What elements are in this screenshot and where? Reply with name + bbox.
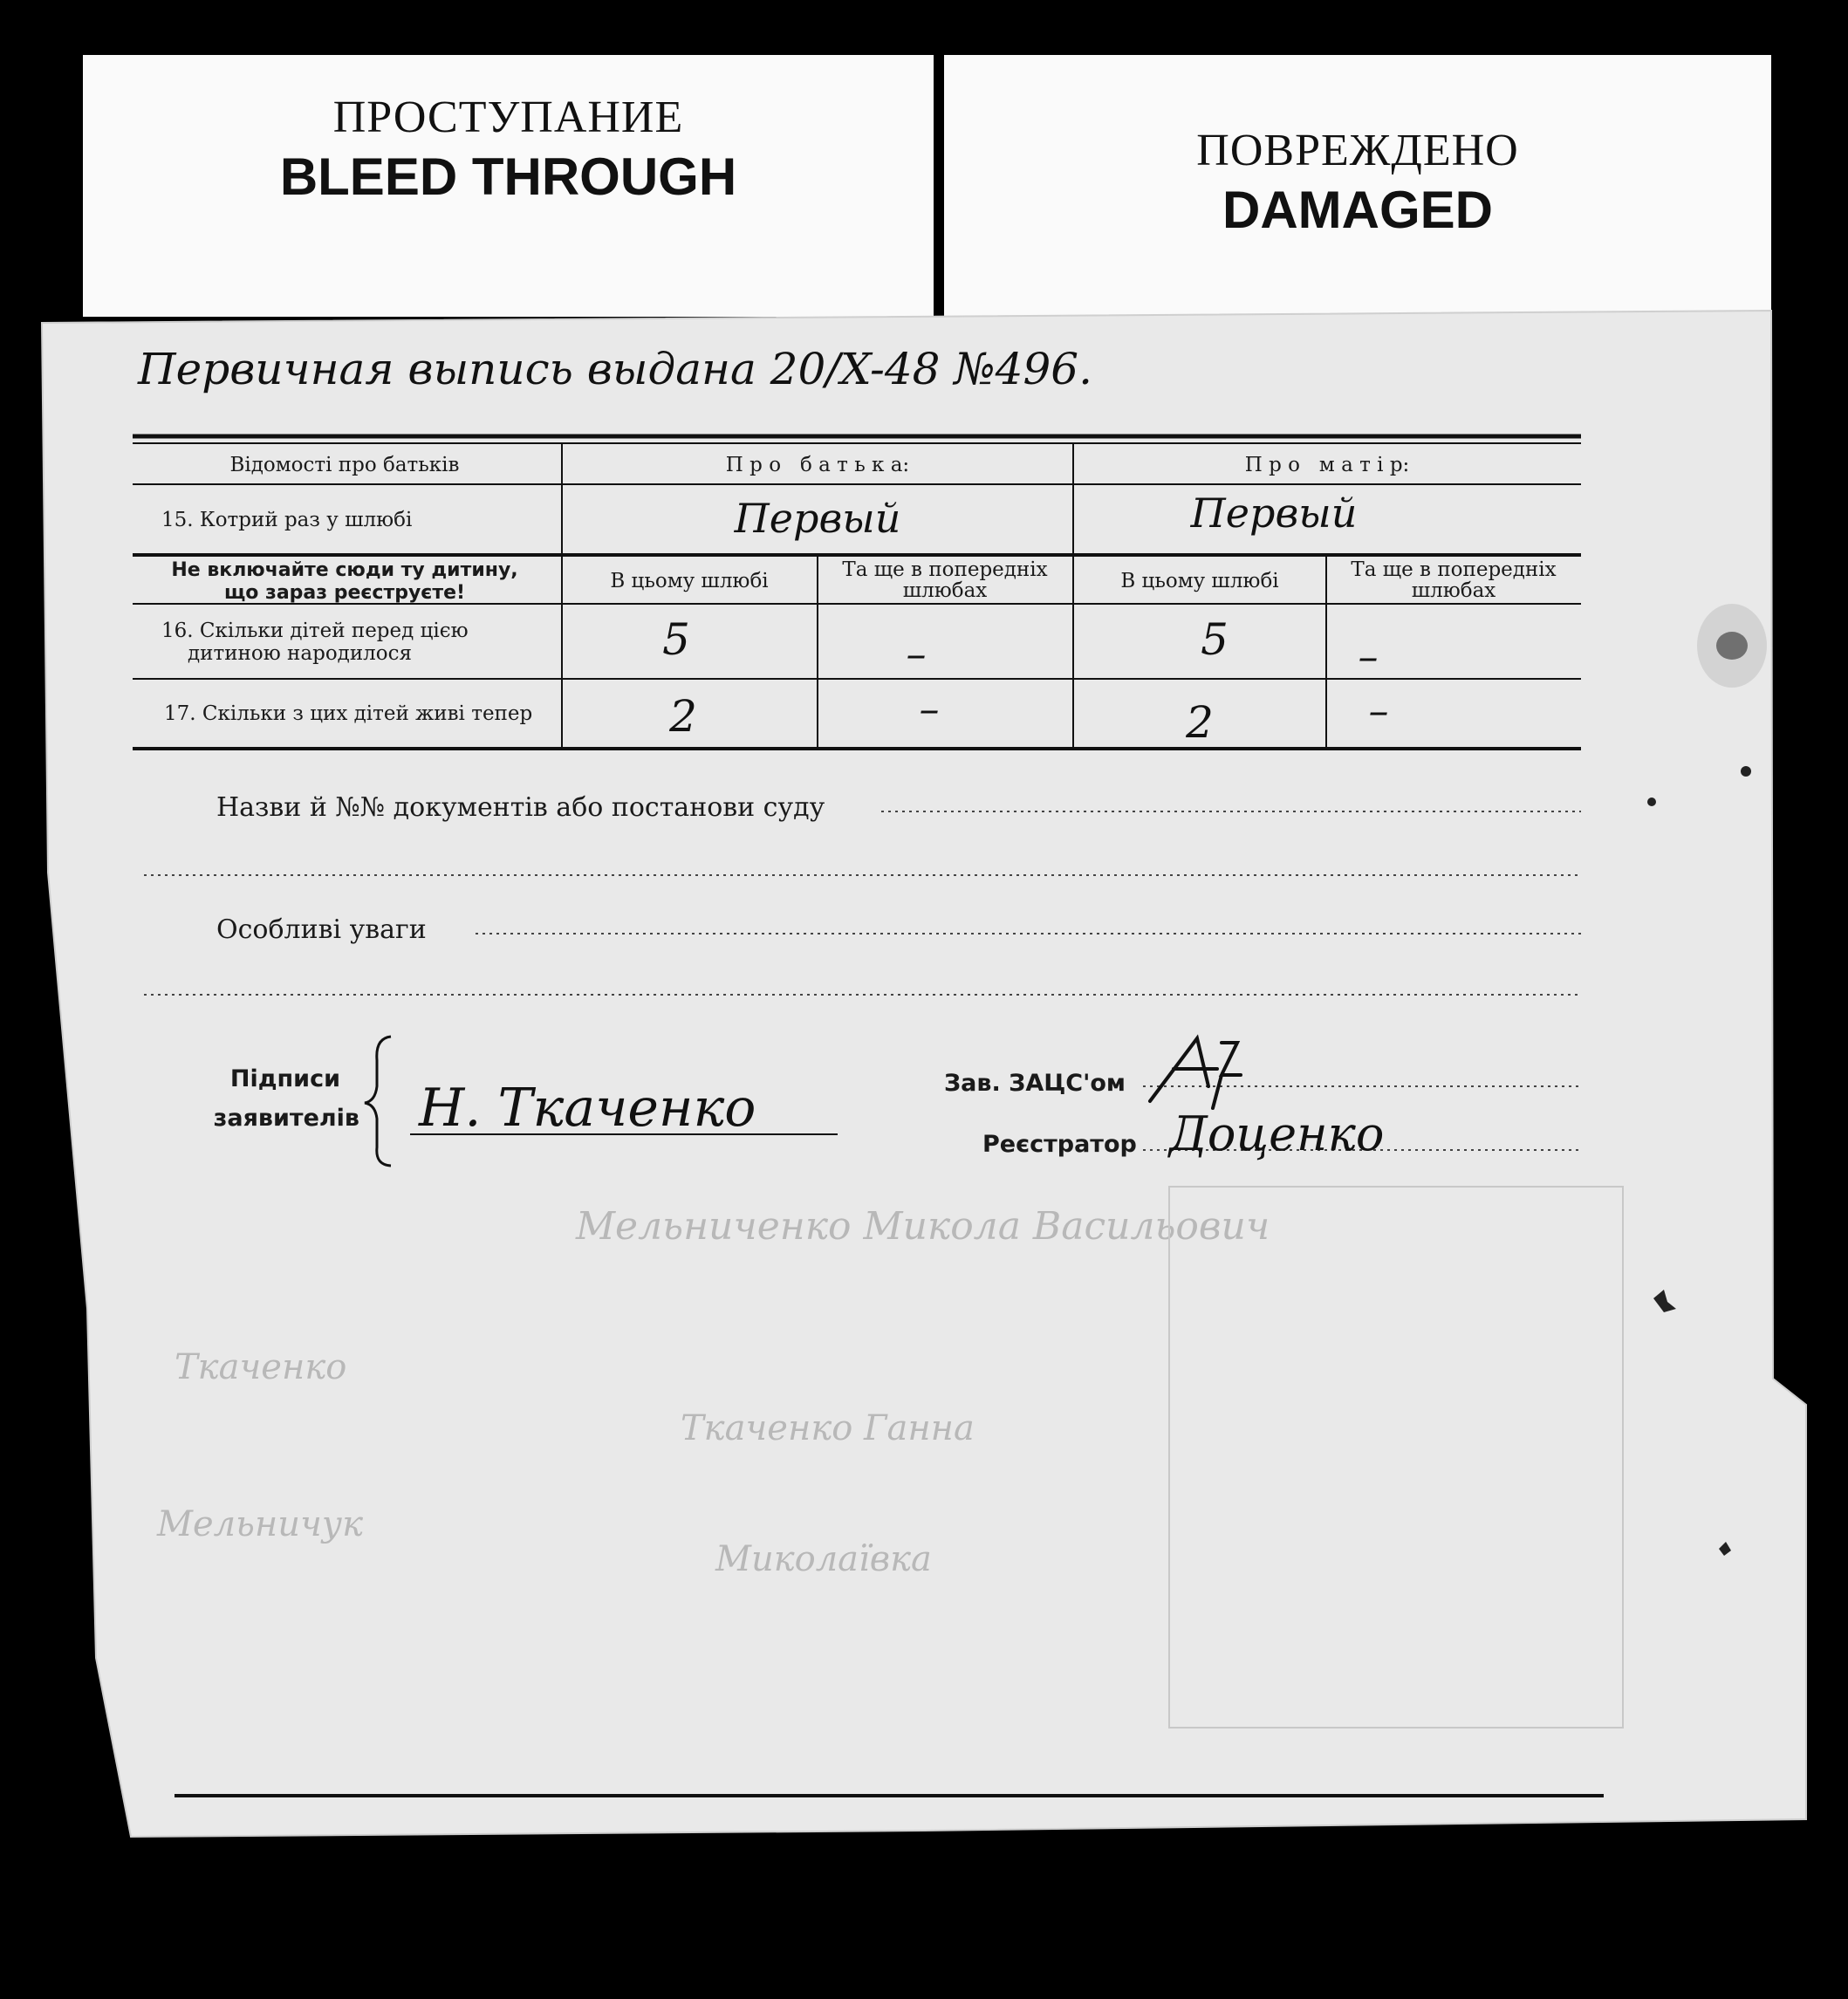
- bleed-through-ru: ПРОСТУПАНИЕ: [332, 92, 684, 142]
- row17-label: 17. Скільки з цих дітей живі тепер: [164, 702, 533, 725]
- subheader-father-prev-2: шлюбах: [902, 579, 988, 602]
- row16-father-this: 5: [662, 614, 690, 665]
- row17-mother-prev: –: [1368, 687, 1389, 734]
- bleed-through-en: BLEED THROUGH: [279, 147, 737, 206]
- applicants-label-1: Підписи: [229, 1065, 340, 1092]
- svg-text:Ткаченко: Ткаченко: [175, 1347, 347, 1387]
- row16-mother-prev: –: [1358, 633, 1379, 680]
- svg-text:Ткаченко Ганна: Ткаченко Ганна: [681, 1408, 975, 1448]
- header-info: Відомості про батьків: [229, 454, 460, 476]
- row16-label-1: 16. Скільки дітей перед цією: [161, 620, 469, 642]
- svg-text:Мельничук: Мельничук: [157, 1504, 363, 1544]
- row17-father-this: 2: [669, 691, 697, 742]
- damaged-ru: ПОВРЕЖДЕНО: [1196, 126, 1519, 175]
- note-line1: Не включайте сюди ту дитину,: [171, 559, 518, 581]
- header-father: П р о б а т ь к а:: [725, 454, 910, 476]
- row16-label-2: дитиною народилося: [188, 642, 413, 665]
- row16-father-prev: –: [906, 630, 927, 677]
- handwritten-header: Первичная выпись выдана 20/X-48 №496.: [138, 344, 1092, 394]
- subheader-mother-prev-1: Та ще в попередніх: [1351, 558, 1557, 581]
- row15-father: Первый: [734, 495, 901, 542]
- head-label: Зав. ЗАЦС'ом: [944, 1070, 1126, 1097]
- row17-father-prev: –: [919, 685, 940, 732]
- remarks-label: Особливі уваги: [216, 914, 427, 945]
- row15-mother: Первый: [1190, 489, 1358, 537]
- row16-mother-this: 5: [1201, 614, 1229, 665]
- registrar-label: Реєстратор: [982, 1131, 1137, 1158]
- subheader-father-this: В цьому шлюбі: [610, 570, 769, 592]
- subheader-mother-this: В цьому шлюбі: [1120, 570, 1279, 592]
- applicant-signature: Н. Ткаченко: [419, 1078, 756, 1139]
- subheader-father-prev-1: Та ще в попередніх: [842, 558, 1048, 581]
- registrar-signature: Доценко: [1169, 1106, 1385, 1161]
- damaged-en: DAMAGED: [1222, 181, 1493, 239]
- svg-text:Миколаївка: Миколаївка: [715, 1539, 932, 1579]
- row15-label: 15. Котрий раз у шлюбі: [161, 509, 413, 531]
- svg-text:Мельниченко Микола Васильович: Мельниченко Микола Васильович: [576, 1204, 1270, 1249]
- subheader-mother-prev-2: шлюбах: [1411, 579, 1496, 602]
- applicants-label-2: заявителів: [213, 1105, 359, 1132]
- row17-mother-this: 2: [1186, 697, 1214, 748]
- documents-label: Назви й №№ документів або постанови суду: [216, 792, 825, 823]
- note-line2: що зараз реєструєте!: [223, 582, 466, 604]
- header-mother: П р о м а т і р:: [1244, 454, 1410, 476]
